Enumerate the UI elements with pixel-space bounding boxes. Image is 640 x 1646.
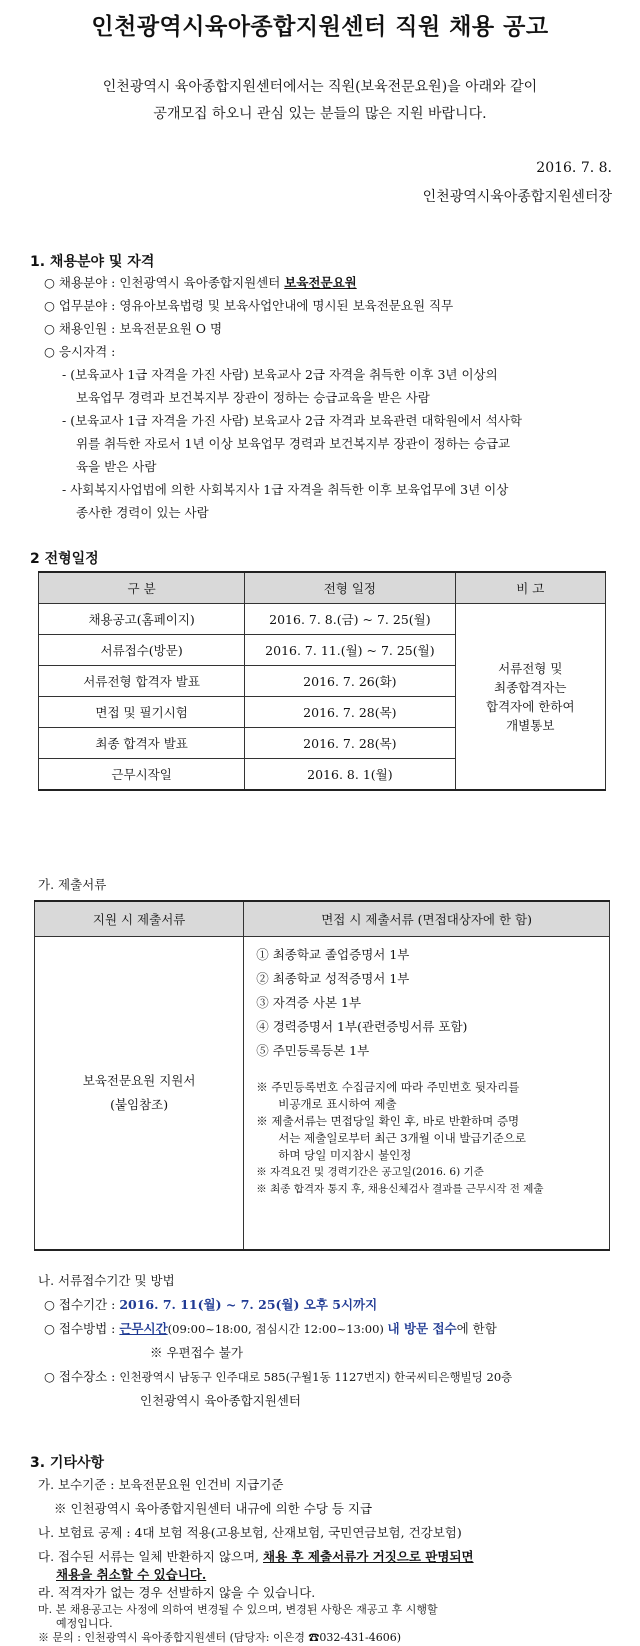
change-notice-line2: 예정입니다. (56, 1617, 113, 1630)
receipt-place (44, 1368, 512, 1386)
interview-document-item: ③ 자격증 사본 1부 (256, 995, 362, 1010)
document-note: ※ 주민등록번호 수집금지에 따라 주민번호 뒷자리를 (256, 1080, 520, 1094)
interview-documents (244, 937, 610, 1251)
receipt-period-value: 2016. 7. 11(월) ~ 7. 25(월) 오후 5시까지 (119, 1297, 378, 1312)
table-header-row (39, 572, 606, 604)
return-policy-text: 다. 접수된 서류는 일체 반환하지 않으며, (38, 1549, 263, 1564)
section1-heading: 1. 채용분야 및 자격 (30, 254, 155, 270)
schedule-remark (455, 604, 605, 791)
document-note: 서는 제출일로부터 최근 3개월 이내 발급기준으로 (278, 1131, 527, 1145)
return-policy (38, 1548, 474, 1566)
issuer: 인천광역시육아종합지원센터장 (422, 189, 612, 205)
work-hours-detail: (09:00~18:00, 점심시간 12:00~13:00) (167, 1322, 388, 1336)
schedule-table (38, 571, 606, 791)
schedule-stage: 서류전형 합격자 발표 (39, 666, 245, 697)
receipt-period (44, 1296, 377, 1314)
qualification-heading: ○ 응시자격 : (44, 344, 116, 359)
schedule-stage: 서류접수(방문) (39, 635, 245, 666)
recruit-field (44, 274, 357, 292)
schedule-date: 2016. 7. 28(목) (245, 697, 455, 728)
receipt-period-label: ○ 접수기간 : (44, 1297, 120, 1312)
application-document-line: 보육전문요원 지원서 (82, 1073, 196, 1088)
no-qualified: 라. 적격자가 없는 경우 선발하지 않을 수 있습니다. (38, 1585, 316, 1600)
column-header: 구 분 (39, 572, 245, 604)
column-header: 지원 시 제출서류 (35, 901, 244, 937)
receipt-heading: 나. 서류접수기간 및 방법 (38, 1273, 175, 1288)
mail-not-accepted: ※ 우편접수 불가 (150, 1345, 243, 1360)
qualification-line: 육을 받은 사람 (76, 459, 157, 474)
schedule-stage: 최종 합격자 발표 (39, 728, 245, 759)
receipt-place-label: ○ 접수장소 : (44, 1369, 120, 1384)
insurance: 나. 보험료 공제 : 4대 보험 적용(고용보험, 산재보험, 국민연금보험, 건강보험) (38, 1525, 462, 1540)
receipt-method-label: ○ 접수방법 : (44, 1321, 120, 1336)
receipt-method-suffix: 에 한함 (456, 1321, 497, 1336)
application-documents (35, 937, 244, 1251)
document-note: ※ 최종 합격자 통지 후, 채용신체검사 결과를 근무시작 전 제출 (256, 1183, 544, 1195)
table-row (39, 604, 606, 635)
intro-line-2: 공개모집 하오니 관심 있는 분들의 많은 지원 바랍니다. (153, 106, 487, 122)
schedule-date: 2016. 7. 11.(월) ~ 7. 25(월) (245, 635, 455, 666)
application-document-line: (붙임참조) (110, 1097, 169, 1112)
remark-line: 합격자에 한하여 (486, 698, 575, 714)
schedule-stage: 면접 및 필기시험 (39, 697, 245, 728)
document-note: ※ 제출서류는 면접당일 확인 후, 바로 반환하며 증명 (256, 1114, 520, 1128)
documents-heading: 가. 제출서류 (38, 877, 107, 892)
section2-heading: 2 전형일정 (30, 551, 99, 567)
interview-document-item: ④ 경력증명서 1부(관련증빙서류 포함) (256, 1019, 468, 1034)
receipt-center: 인천광역시 육아종합지원센터 (140, 1393, 301, 1408)
column-header: 면접 시 제출서류 (면접대상자에 한 함) (244, 901, 610, 937)
intro-line-1: 인천광역시 육아종합지원센터에서는 직원(보육전문요원)을 아래와 같이 (102, 79, 538, 95)
pay-standard: 가. 보수기준 : 보육전문요원 인건비 지급기준 (38, 1477, 284, 1492)
table-row (35, 937, 610, 1251)
schedule-date: 2016. 7. 28(목) (245, 728, 455, 759)
qualification-line: 보육업무 경력과 보건복지부 장관이 정하는 승급교육을 받은 사람 (76, 390, 430, 405)
column-header: 비 고 (455, 572, 605, 604)
section3-heading: 3. 기타사항 (30, 1455, 105, 1471)
page-title: 인천광역시육아종합지원센터 직원 채용 공고 (91, 14, 549, 40)
receipt-address: 인천광역시 남동구 인주대로 585(구월1동 1127번지) 한국씨티은행빌딩 20층 (119, 1370, 513, 1384)
notice-date: 2016. 7. 8. (536, 160, 612, 176)
change-notice-line1: 마. 본 채용공고는 사정에 의하여 변경될 수 있으며, 변경된 사항은 재공고 후 시행할 (38, 1603, 438, 1616)
remark-line: 최종합격자는 (494, 679, 567, 695)
schedule-stage: 근무시작일 (39, 759, 245, 791)
receipt-method (44, 1320, 497, 1338)
schedule-stage: 채용공고(홈페이지) (39, 604, 245, 635)
qualification-line: - 사회복지사업법에 의한 사회복지사 1급 자격을 취득한 이후 보육업무에 3년 이상 (62, 482, 509, 497)
document-note: ※ 자격요건 및 경력기간은 공고일(2016. 6) 기준 (256, 1166, 484, 1178)
table-header-row (35, 901, 610, 937)
document-note: 하며 당일 미지참시 불인정 (278, 1148, 412, 1162)
interview-document-item: ① 최종학교 졸업증명서 1부 (256, 947, 410, 962)
schedule-date: 2016. 7. 26(화) (245, 666, 455, 697)
recruit-field-value: 보육전문요원 (284, 275, 357, 290)
recruit-count: ○ 채용인원 : 보육전문요원 O 명 (44, 321, 223, 336)
duty-field: ○ 업무분야 : 영유아보육법령 및 보육사업안내에 명시된 보육전문요원 직무 (44, 298, 454, 313)
schedule-date: 2016. 8. 1(월) (245, 759, 455, 791)
qualification-line: - (보육교사 1급 자격을 가진 사람) 보육교사 2급 자격과 보육관련 대학원에서 석사학 (62, 413, 522, 428)
qualification-line: 위를 취득한 자로서 1년 이상 보육업무 경력과 보건복지부 장관이 정하는 승급교 (76, 436, 511, 451)
qualification-line: 종사한 경력이 있는 사람 (76, 505, 209, 520)
qualification-line: - (보육교사 1급 자격을 가진 사람) 보육교사 2급 자격을 취득한 이후 3년 이상의 (62, 367, 498, 382)
contact-info: ※ 문의 : 인천광역시 육아종합지원센터 (담당자: 이은경 ☎032-431-4606) (38, 1631, 402, 1644)
interview-document-item: ⑤ 주민등록등본 1부 (256, 1043, 370, 1058)
documents-table (34, 900, 610, 1251)
document-note: 비공개로 표시하여 제출 (278, 1097, 397, 1111)
visit-receipt: 내 방문 접수 (387, 1321, 457, 1336)
recruit-field-label: ○ 채용분야 : 인천광역시 육아종합지원센터 (44, 275, 285, 290)
remark-line: 서류전형 및 (498, 660, 563, 676)
interview-document-item: ② 최종학교 성적증명서 1부 (256, 971, 410, 986)
column-header: 전형 일정 (245, 572, 455, 604)
false-document-warning: 채용 후 제출서류가 거짓으로 판명되면 (263, 1549, 474, 1564)
work-hours: 근무시간 (119, 1321, 168, 1336)
pay-note: ※ 인천광역시 육아종합지원센터 내규에 의한 수당 등 지급 (54, 1501, 373, 1516)
schedule-date: 2016. 7. 8.(금) ~ 7. 25(월) (245, 604, 455, 635)
cancel-warning: 채용을 취소할 수 있습니다. (56, 1567, 207, 1582)
remark-line: 개별통보 (506, 717, 555, 733)
